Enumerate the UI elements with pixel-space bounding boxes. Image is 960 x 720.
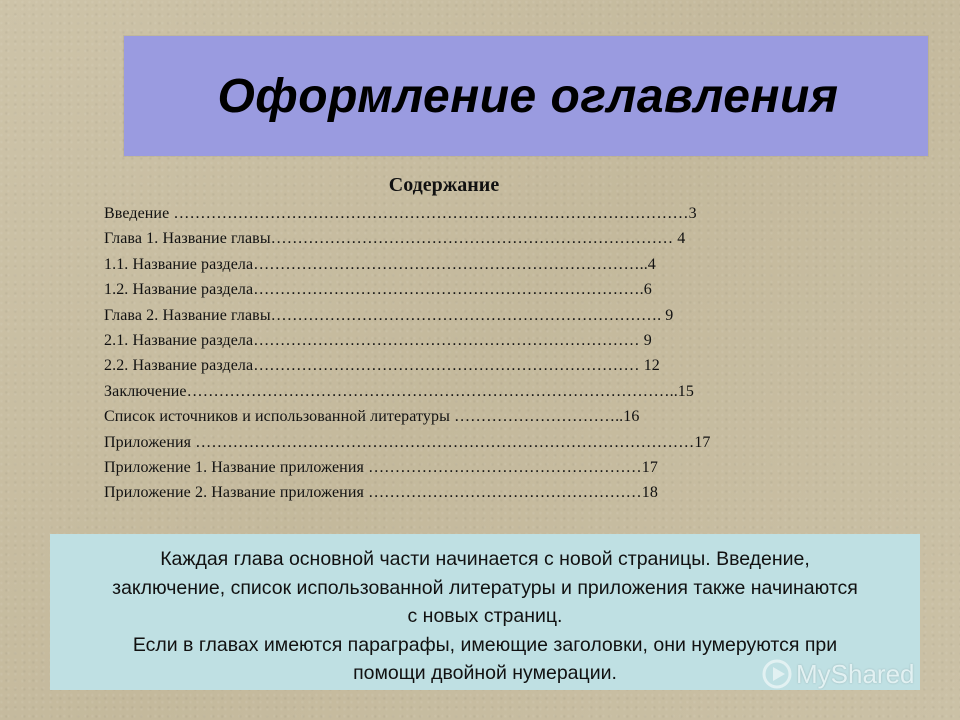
note-line: с новых страниц.: [407, 605, 563, 628]
toc-row: 2.1. Название раздела……………………………………………………………… 9: [104, 331, 652, 349]
toc-row: Приложения …………………………………………………………………………………17: [104, 433, 711, 451]
watermark-text: MyShared: [796, 658, 915, 689]
note-line: Если в главах имеются параграфы, имеющие заголовки, они нумеруются при: [132, 633, 838, 656]
note-line: Каждая глава основной части начинается с новой страницы. Введение,: [160, 548, 810, 570]
note-line: помощи двойной нумерации.: [353, 662, 617, 685]
toc-row: Список источников и использованной литературы …………………………..16: [104, 408, 640, 426]
page-title: Оформление оглавления: [217, 69, 839, 123]
play-logo-icon: [762, 659, 792, 689]
toc-row: 1.1. Название раздела………………………………………………………………..4: [104, 255, 656, 273]
title-banner: [124, 36, 928, 156]
toc-row: Приложение 1. Название приложения ……………………………………………17: [104, 458, 658, 476]
toc-row: 2.2. Название раздела……………………………………………………………… 12: [104, 357, 660, 375]
table-of-contents: [104, 174, 864, 506]
toc-heading: Содержание: [388, 174, 500, 196]
toc-row: Заключение………………………………………………………………………………..15: [104, 382, 694, 400]
watermark: [762, 656, 915, 692]
toc-row: 1.2. Название раздела……………………………………………………………….6: [104, 281, 652, 299]
toc-row: Приложение 2. Название приложения ……………………………………………18: [104, 484, 658, 502]
note-line: заключение, список использованной литературы и приложения также начинаются: [112, 576, 858, 599]
toc-row: Глава 2. Название главы………………………………………………………………. 9: [104, 306, 674, 324]
toc-row: Введение ……………………………………………………………………………………3: [104, 205, 697, 222]
toc-row: Глава 1. Название главы………………………………………………………………… 4: [104, 230, 686, 248]
